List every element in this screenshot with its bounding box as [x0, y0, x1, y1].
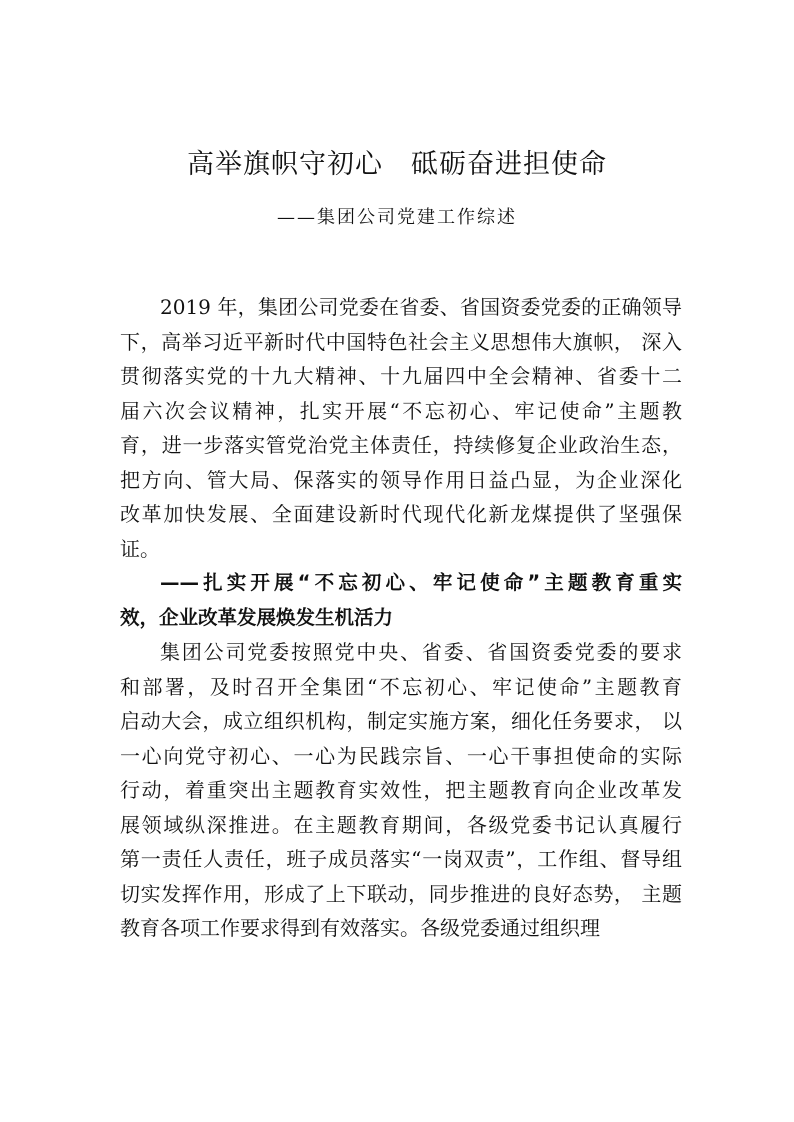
- paragraph-line: 育，进一步落实管党治党主体责任，持续修复企业政治生态，: [120, 433, 682, 457]
- paragraph-line: 教育各项工作要求得到有效落实。各级党委通过组织理: [120, 916, 600, 940]
- paragraph-2: [120, 635, 682, 946]
- paragraph-line: 和部署，及时召开全集团“不忘初心、牢记使命”主题教育: [120, 674, 682, 699]
- paragraph-line: 贯彻落实党的十九大精神、十九届四中全会精神、省委十二: [120, 364, 682, 388]
- paragraph-1: [120, 290, 682, 566]
- paragraph-line: 展领域纵深推进。在主题教育期间，各级党委书记认真履行: [120, 812, 682, 837]
- paragraph-line: 证。: [120, 536, 160, 561]
- paragraph-line: 第一责任人责任，班子成员落实“一岗双责”，工作组、督导组: [120, 847, 682, 871]
- paragraph-line: 2019 年，集团公司党委在省委、省国资委党委的正确领导: [160, 295, 682, 319]
- paragraph-line: 届六次会议精神，扎实开展“不忘初心、牢记使命”主题教: [120, 398, 682, 423]
- paragraph-line: 把方向、管大局、保落实的领导作用日益凸显，为企业深化: [120, 467, 682, 492]
- paragraph-line: 行动，着重突出主题教育实效性，把主题教育向企业改革发: [120, 778, 682, 802]
- document-subtitle: ——集团公司党建工作综述: [277, 207, 517, 228]
- section-heading-line: ——扎实开展“不忘初心、牢记使命”主题教育重实: [160, 571, 682, 594]
- paragraph-line: 一心向党守初心、一心为民践宗旨、一心干事担使命的实际: [120, 743, 682, 768]
- paragraph-line: 集团公司党委按照党中央、省委、省国资委党委的要求: [160, 640, 682, 664]
- section-heading-line: 效，企业改革发展焕发生机活力: [120, 605, 394, 629]
- section-heading-1: [120, 566, 682, 635]
- paragraph-line: 下，高举习近平新时代中国特色社会主义思想伟大旗帜， 深入: [120, 329, 682, 354]
- paragraph-line: 启动大会，成立组织机构，制定实施方案，细化任务要求， 以: [120, 709, 682, 733]
- paragraph-line: 改革加快发展、全面建设新时代现代化新龙煤提供了坚强保: [120, 502, 682, 526]
- document-title: 高举旗帜守初心 砥砺奋进担使命: [187, 149, 607, 180]
- paragraph-line: 切实发挥作用，形成了上下联动，同步推进的良好态势， 主题: [120, 881, 682, 906]
- document-body: [120, 290, 682, 946]
